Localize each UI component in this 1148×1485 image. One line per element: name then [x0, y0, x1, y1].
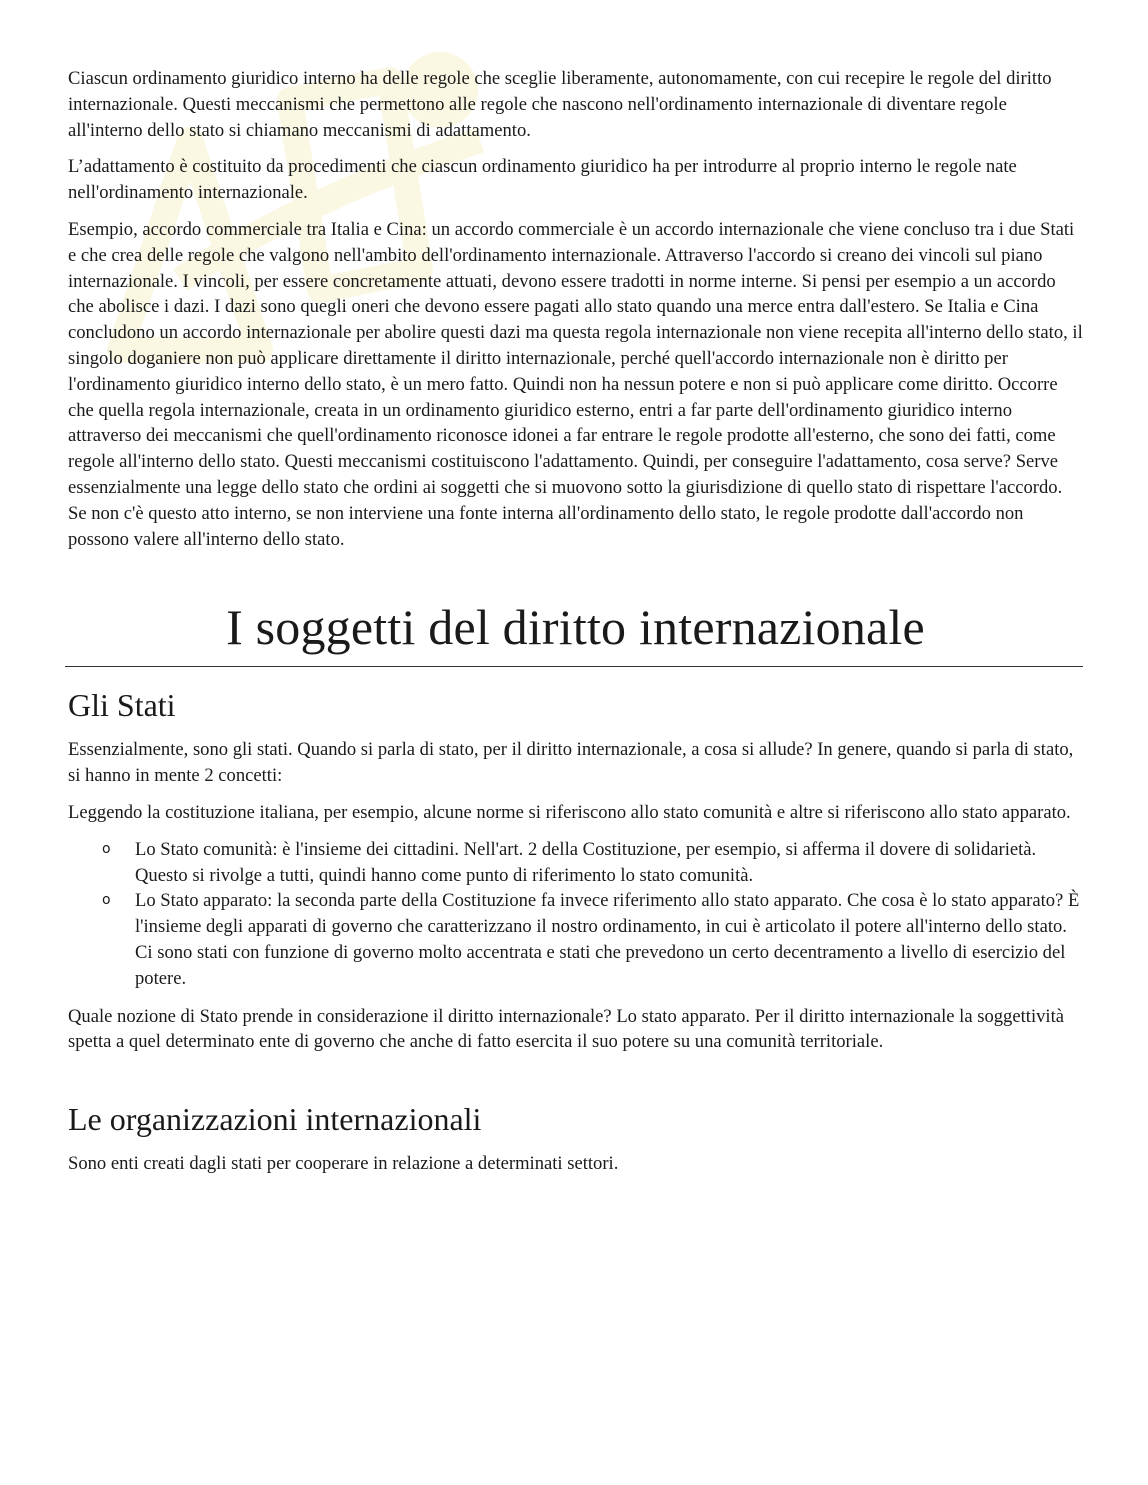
bullet-text: Lo Stato apparato: la seconda parte della Costituzione fa invece riferimento allo stato apparato. Che cosa è lo stato apparato? È l'insieme degli apparati di governo che caratterizzano il nostro ordinamento, in cui è articolato il potere all'interno dello stato. Ci sono stati con funzione di governo molto accentrata e stati che prevedono un certo decentramento a livello di esercizio del potere.: [135, 890, 1080, 989]
stati-paragraph-2: Leggendo la costituzione italiana, per esempio, alcune norme si riferiscono allo stato comunità e altre si riferiscono allo stato apparato.: [68, 801, 1071, 823]
intro-paragraph-2: L’adattamento è costituito da procedimenti che ciascun ordinamento giuridico ha per introdurre al proprio interno le regole nate nell'ordinamento internazionale.: [68, 156, 1017, 204]
list-item: [102, 837, 1083, 889]
bullet-marker-icon: o: [102, 892, 111, 909]
intro-paragraph-1: Ciascun ordinamento giuridico interno ha delle regole che sceglie liberamente, autonomamente, con cui recepire le regole del diritto internazionale. Questi meccanismi che permettono alle regole che nascono nell'ordinamento internazionale di diventare regole all'interno dello stato si chiamano meccanismi di adattamento.: [68, 68, 1052, 141]
stati-closing-paragraph: Quale nozione di Stato prende in considerazione il diritto internazionale? Lo stato apparato. Per il diritto internazionale la soggettività spetta a quel determinato ente di governo che anche di fatto esercita il suo potere su una comunità territoriale.: [68, 1005, 1064, 1053]
bullet-text: Lo Stato comunità: è l'insieme dei cittadini. Nell'art. 2 della Costituzione, per esempio, si afferma il dovere di solidarietà. Questo si rivolge a tutti, quindi hanno come punto di riferimento lo stato comunità.: [135, 838, 1037, 886]
organizzazioni-paragraph: Sono enti creati dagli stati per cooperare in relazione a determinati settori.: [68, 1153, 619, 1175]
section-heading-organizzazioni: Le organizzazioni internazionali: [68, 1101, 482, 1138]
list-item: [102, 888, 1083, 991]
title-divider: [65, 666, 1083, 667]
chapter-title: I soggetti del diritto internazionale: [226, 599, 925, 656]
intro-paragraph-3: Esempio, accordo commerciale tra Italia e Cina: un accordo commerciale è un accordo internazionale che viene concluso tra i due Stati e che crea delle regole che valgono nell'ambito dell'ordinamento internazionale. Attraverso l'accordo si creano dei vincoli sul piano internazionale. I vincoli, per essere concretamente attuati, devono essere tradotti in norme interne. Si pensi per esempio a un accordo che abolisce i dazi. I dazi sono quegli oneri che devono essere pagati allo stato quando una merce entra dall'estero. Se Italia e Cina concludono un accordo internazionale per abolire questi dazi ma questa regola internazionale non viene recepita all'interno dello stato, il singolo doganiere non può applicare direttamente il diritto internazionale, perché quell'accordo internazionale non è diritto per l'ordinamento giuridico interno dello stato, è un mero fatto. Quindi non ha nessun potere e non si può applicare come diritto. Occorre che quella regola internazionale, creata in un ordinamento giuridico esterno, entri a far parte dell'ordinamento giuridico interno attraverso dei meccanismi che quell'ordinamento riconosce idonei a far entrare le regole prodotte all'esterno, che sono dei fatti, come regole all'interno dello stato. Questi meccanismi costituiscono l'adattamento. Quindi, per conseguire l'adattamento, cosa serve? Serve essenzialmente una legge dello stato che ordini ai soggetti che si muovono sotto la giurisdizione di quello stato di rispettare l'accordo. Se non c'è questo atto interno, se non interviene una fonte interna all'ordinamento dello stato, le regole prodotte dall'accordo non possono valere all'interno dello stato.: [68, 218, 1083, 550]
bullet-marker-icon: o: [102, 840, 111, 857]
stati-paragraph-1: Essenzialmente, sono gli stati. Quando si parla di stato, per il diritto internazionale, a cosa si allude? In genere, quando si parla di stato, si hanno in mente 2 concetti:: [68, 739, 1074, 787]
stati-bullet-list: [68, 837, 1083, 992]
document-page: [68, 66, 1083, 1188]
section-heading-stati: Gli Stati: [68, 687, 176, 724]
